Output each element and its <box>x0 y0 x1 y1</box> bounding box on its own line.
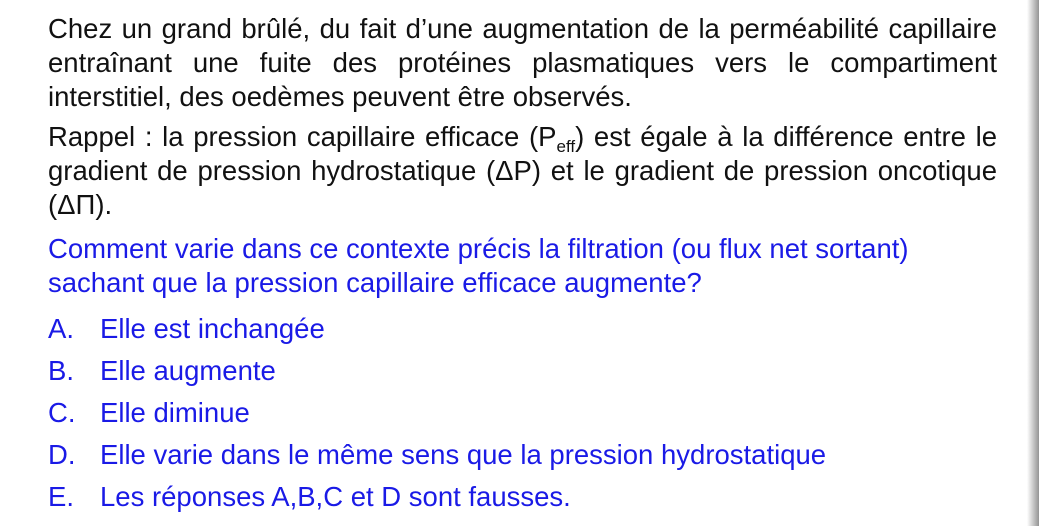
option-letter: B. <box>48 355 74 386</box>
option-letter: E. <box>48 481 74 512</box>
option-letter: C. <box>48 397 76 428</box>
option-text: Elle est inchangée <box>100 313 325 344</box>
reminder-paragraph <box>48 120 997 222</box>
reminder-text-end: ) est égale à la différence entre le gradient de pression hydrostatique (ΔP) et le gradient de pression oncotique (ΔΠ). <box>48 121 998 220</box>
option-letter: A. <box>48 313 74 344</box>
context-paragraph: Chez un grand brûlé, du fait d’une augmentation de la perméabilité capillaire entraînant une fuite des protéines plasmatiques vers le compartiment interstitiel, des oedèmes peuvent être observés. <box>48 13 997 112</box>
option-e[interactable] <box>48 476 997 518</box>
question-text: Comment varie dans ce contexte précis la filtration (ou flux net sortant) sachant que la pression capillaire efficace augmente? <box>48 233 909 298</box>
reminder-text-start: Rappel : la pression capillaire efficace (P <box>48 121 557 152</box>
option-text: Elle varie dans le même sens que la pression hydrostatique <box>100 439 827 470</box>
p-eff-subscript: eff <box>556 137 576 156</box>
option-c[interactable] <box>48 392 997 434</box>
option-text: Les réponses A,B,C et D sont fausses. <box>100 481 571 512</box>
option-d[interactable] <box>48 434 997 476</box>
option-b[interactable] <box>48 350 997 392</box>
option-letter: D. <box>48 439 76 470</box>
page-edge-shadow <box>1027 0 1039 526</box>
option-a[interactable] <box>48 308 997 350</box>
option-text: Elle augmente <box>100 355 276 386</box>
answer-options <box>48 308 997 518</box>
option-text: Elle diminue <box>100 397 250 428</box>
